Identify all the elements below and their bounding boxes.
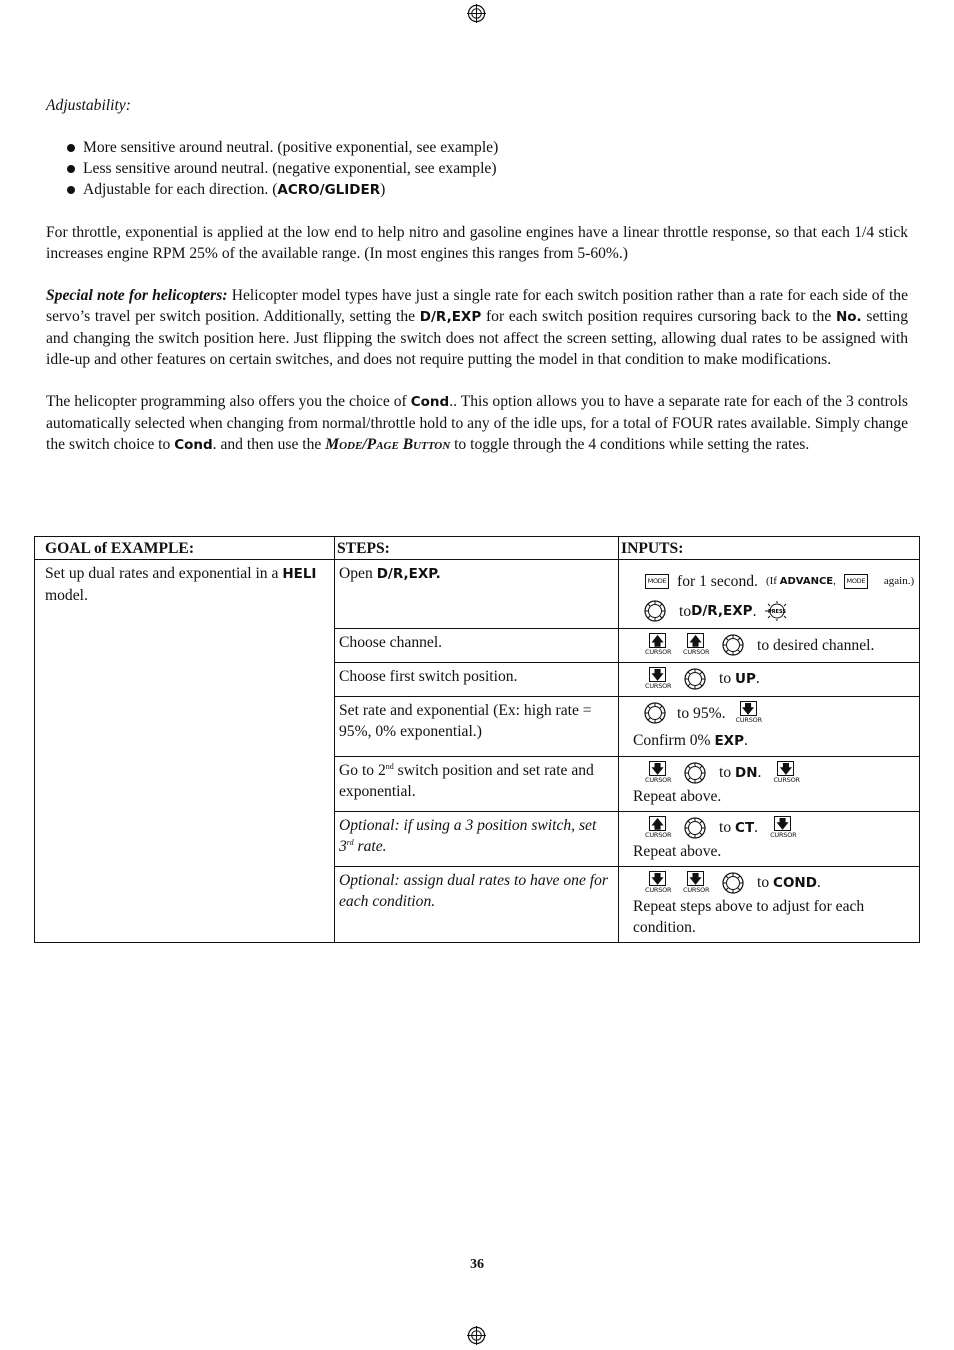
step-text: Go to 2 bbox=[339, 762, 386, 779]
cursor-label: CURSOR bbox=[683, 886, 710, 894]
goal-text: Set up dual rates and exponential in a bbox=[45, 565, 283, 582]
step-text: Optional: if using a 3 position switch, set 3 bbox=[339, 817, 597, 855]
cursor-down-button-icon bbox=[773, 761, 799, 785]
dial-icon bbox=[643, 599, 667, 623]
input-cell bbox=[619, 663, 920, 697]
up-arrow-icon: 🡅 bbox=[649, 816, 666, 831]
down-arrow-icon: 🡇 bbox=[649, 871, 666, 886]
page-number: 36 bbox=[470, 1257, 484, 1272]
input-cell bbox=[619, 697, 920, 757]
cursor-label: CURSOR bbox=[645, 682, 672, 690]
input-note-text: again.) bbox=[883, 574, 915, 587]
input-line: Repeat above. bbox=[633, 843, 722, 860]
down-arrow-icon: 🡇 bbox=[740, 701, 757, 716]
input-note-text: (If bbox=[765, 574, 780, 587]
cursor-label: CURSOR bbox=[645, 886, 672, 894]
input-code: ADVANCE bbox=[779, 575, 834, 587]
input-line bbox=[633, 666, 915, 692]
step-cell: Optional: assign dual rates to have one for each condition. bbox=[335, 867, 619, 943]
down-arrow-icon: 🡇 bbox=[649, 667, 666, 682]
input-cell bbox=[619, 867, 920, 943]
bullet-icon bbox=[67, 144, 75, 152]
step-superscript: rd bbox=[346, 837, 354, 847]
step-cell: Choose first switch position. bbox=[335, 663, 619, 697]
dial-icon bbox=[683, 816, 707, 840]
down-arrow-icon: 🡇 bbox=[649, 761, 666, 776]
cursor-label: CURSOR bbox=[645, 776, 672, 784]
input-line bbox=[633, 815, 915, 841]
cursor-label: CURSOR bbox=[645, 648, 672, 656]
page-content bbox=[46, 95, 908, 477]
goal-code: HELI bbox=[282, 566, 317, 582]
cursor-label: CURSOR bbox=[770, 831, 797, 839]
step-superscript: nd bbox=[385, 761, 394, 771]
goal-text: model. bbox=[45, 587, 88, 604]
cursor-label: CURSOR bbox=[735, 716, 762, 724]
heli-note-text: for each switch position requires cursoring back to the bbox=[481, 308, 836, 325]
input-text: to bbox=[719, 764, 736, 781]
dial-icon bbox=[721, 633, 745, 657]
dial-icon bbox=[683, 761, 707, 785]
cursor-down-button-icon bbox=[645, 871, 671, 895]
dial-icon bbox=[683, 667, 707, 691]
cursor-label: CURSOR bbox=[683, 648, 710, 656]
cursor-down-button-icon bbox=[645, 761, 671, 785]
heli-note-text: setting and changing the switch position here. Just flipping the switch does not affect the screen setting, allowing dual rates to be assigned with idle-up and other features on certain switches, and does not require putting the model in that condition to make modifications. bbox=[46, 308, 908, 368]
bullet-icon bbox=[67, 165, 75, 173]
cursor-down-button-icon bbox=[770, 816, 796, 840]
bullet-icon bbox=[67, 186, 75, 194]
step-text: switch position and set rate and exponential. bbox=[339, 762, 594, 800]
input-line bbox=[633, 870, 915, 896]
table-row bbox=[35, 560, 920, 629]
mode-button-icon: MODE bbox=[645, 574, 669, 589]
header-goal: GOAL of EXAMPLE: bbox=[35, 537, 335, 560]
heli-note-code: No. bbox=[835, 309, 862, 325]
input-line bbox=[633, 598, 915, 624]
cursor-down-button-icon bbox=[683, 871, 709, 895]
input-text: . bbox=[743, 732, 748, 749]
down-arrow-icon: 🡇 bbox=[774, 816, 791, 831]
cursor-down-button-icon bbox=[736, 701, 762, 725]
input-text-group bbox=[719, 817, 758, 839]
input-code: UP bbox=[735, 671, 756, 687]
step-text: Open bbox=[339, 565, 377, 582]
bullet-text: Less sensitive around neutral. (negative exponential, see example) bbox=[83, 160, 497, 177]
input-text-group bbox=[719, 762, 761, 784]
dial-icon bbox=[721, 871, 745, 895]
heli-note-paragraph bbox=[46, 285, 908, 370]
cond-paragraph bbox=[46, 391, 908, 456]
step-cell bbox=[335, 757, 619, 812]
bullet-code: ACRO/GLIDER bbox=[277, 182, 381, 198]
bullet-list bbox=[46, 137, 908, 201]
input-note bbox=[766, 571, 836, 592]
cond-text: .. This option allows you to have a separate rate for each of the 3 controls automatically selected when changing from normal/throttle hold to any of the idle ups, for a total of FOUR rates available. Simply change the switch choice to bbox=[46, 393, 908, 453]
registration-mark-icon bbox=[467, 1326, 486, 1345]
input-line bbox=[633, 632, 915, 658]
up-arrow-icon: 🡅 bbox=[687, 633, 704, 648]
header-steps: STEPS: bbox=[335, 537, 619, 560]
input-line bbox=[633, 568, 915, 594]
step-cell bbox=[335, 560, 619, 629]
input-cell bbox=[619, 812, 920, 867]
mode-page-button-label: Mode/Page Button bbox=[325, 436, 451, 453]
step-cell: Choose channel. bbox=[335, 629, 619, 663]
input-code: COND bbox=[773, 875, 817, 891]
input-cell bbox=[619, 757, 920, 812]
table-header-row bbox=[35, 537, 920, 560]
input-text: to bbox=[719, 670, 736, 687]
up-arrow-icon: 🡅 bbox=[649, 633, 666, 648]
press-dial-icon bbox=[762, 600, 790, 622]
input-text: . bbox=[755, 670, 760, 687]
cond-code: Cond bbox=[410, 394, 450, 410]
cursor-label: CURSOR bbox=[773, 776, 800, 784]
cursor-up-button-icon bbox=[645, 633, 671, 657]
input-text: for 1 second. bbox=[677, 572, 758, 590]
goal-cell bbox=[35, 560, 335, 943]
mode-button-icon: MODE bbox=[844, 574, 868, 589]
input-note-text: , bbox=[833, 574, 836, 587]
input-text: to 95%. bbox=[677, 704, 726, 722]
input-line: Repeat steps above to adjust for each condition. bbox=[633, 898, 865, 936]
input-text: . bbox=[754, 819, 759, 836]
cond-text: to toggle through the 4 conditions while setting the rates. bbox=[450, 436, 810, 453]
list-item bbox=[46, 179, 908, 201]
heli-note-code: D/R,EXP bbox=[419, 309, 482, 325]
dial-icon bbox=[643, 701, 667, 725]
input-line bbox=[633, 760, 915, 786]
input-text: to desired channel. bbox=[757, 636, 875, 654]
press-label: PRESS bbox=[768, 609, 787, 615]
registration-mark-icon bbox=[467, 4, 486, 23]
input-text: . bbox=[752, 602, 757, 620]
step-cell bbox=[335, 812, 619, 867]
input-code: EXP bbox=[714, 733, 744, 749]
input-cell bbox=[619, 629, 920, 663]
cursor-down-button-icon bbox=[645, 667, 671, 691]
input-line bbox=[633, 700, 915, 726]
bullet-text-end: ) bbox=[380, 181, 386, 198]
cursor-up-button-icon bbox=[645, 816, 671, 840]
step-text: rate. bbox=[353, 838, 387, 855]
cond-code: Cond bbox=[174, 437, 213, 453]
list-item bbox=[46, 158, 908, 179]
down-arrow-icon: 🡇 bbox=[777, 761, 794, 776]
bullet-text: Adjustable for each direction. ( bbox=[83, 181, 278, 198]
cursor-up-button-icon bbox=[683, 633, 709, 657]
input-text: to bbox=[719, 819, 736, 836]
step-code: D/R,EXP. bbox=[376, 566, 441, 582]
step-cell: Set rate and exponential (Ex: high rate = 95%, 0% exponential.) bbox=[335, 697, 619, 757]
cond-text: . and then use the bbox=[212, 436, 326, 453]
input-text: to bbox=[679, 602, 692, 620]
example-table bbox=[34, 536, 920, 943]
input-text-group bbox=[719, 668, 760, 690]
heli-note-text: Helicopter model types have just a single rate for each switch position rather than a rate for each side of the servo’s travel per switch position. Additionally, setting the bbox=[46, 287, 908, 325]
adjustability-heading: Adjustability: bbox=[46, 97, 131, 114]
input-text: . bbox=[816, 874, 821, 891]
header-inputs: INPUTS: bbox=[619, 537, 920, 560]
input-code: CT bbox=[735, 820, 755, 836]
list-item bbox=[46, 137, 908, 158]
input-code: D/R,EXP bbox=[691, 602, 753, 619]
bullet-text: More sensitive around neutral. (positive exponential, see example) bbox=[83, 139, 499, 156]
input-text: to bbox=[757, 874, 774, 891]
input-text: Confirm 0% bbox=[633, 732, 715, 749]
down-arrow-icon: 🡇 bbox=[687, 871, 704, 886]
cursor-label: CURSOR bbox=[645, 831, 672, 839]
input-code: DN bbox=[735, 765, 758, 781]
throttle-paragraph: For throttle, exponential is applied at the low end to help nitro and gasoline engines have a linear throttle response, so that each 1/4 stick increases engine RPM 25% of the available range. (In most engines this ranges from 5-60%.) bbox=[46, 224, 908, 262]
input-text: . bbox=[757, 764, 762, 781]
input-cell bbox=[619, 560, 920, 629]
cond-text: The helicopter programming also offers you the choice of bbox=[46, 393, 411, 410]
input-line: Repeat above. bbox=[633, 788, 722, 805]
input-line bbox=[633, 730, 915, 752]
heli-note-label: Special note for helicopters: bbox=[46, 287, 228, 304]
input-text-group bbox=[757, 872, 821, 894]
